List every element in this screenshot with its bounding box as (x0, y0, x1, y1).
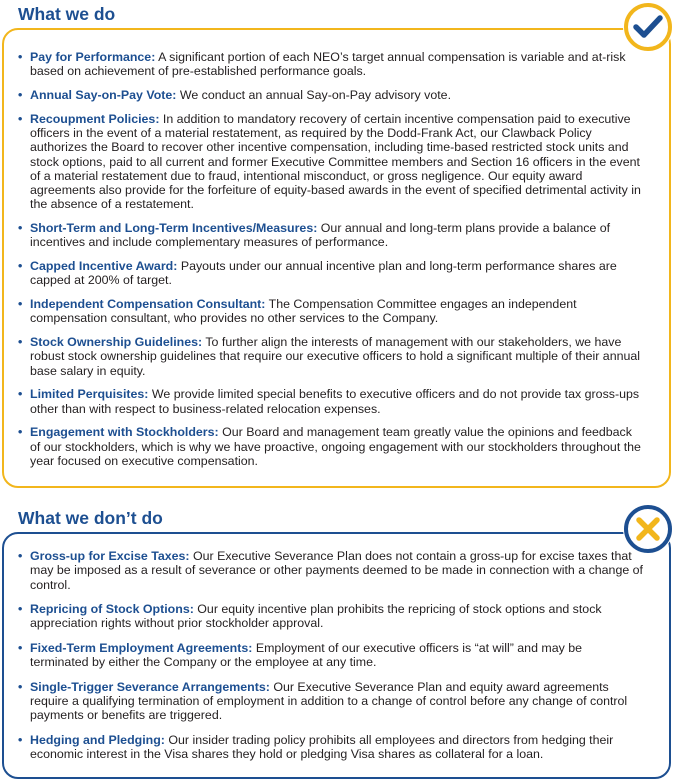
checkmark-icon (623, 2, 673, 52)
list-item (18, 549, 643, 592)
x-mark-icon (623, 504, 673, 554)
item-text: Payouts under our annual incentive plan and long-term performance shares are capped at 200% of target. (30, 259, 617, 288)
item-text: Our annual and long-term plans provide a balance of incentives and include complementary measures of performance. (30, 221, 611, 250)
what-we-dont-do-section (0, 502, 673, 781)
list-item (18, 425, 643, 468)
item-label: Capped Incentive Award: (30, 259, 178, 274)
list-item (18, 221, 643, 250)
list-item (18, 680, 643, 723)
list-item (18, 602, 643, 631)
item-text: Our Executive Severance Plan does not contain a gross-up for excise taxes that may be imposed as a result of severance or other payments deemed to be made in connection with a change of control. (30, 549, 644, 592)
what-we-do-list (18, 50, 643, 478)
list-item (18, 259, 643, 288)
what-we-do-title: What we do (18, 4, 116, 24)
item-label: Stock Ownership Guidelines: (30, 335, 203, 350)
list-item (18, 733, 643, 762)
list-item (18, 297, 643, 326)
item-text: Our Executive Severance Plan and equity award agreements require a qualifying termination of employment in addition to a change of control before any change of control payments or benefits are triggered. (30, 679, 628, 723)
what-we-dont-do-list (18, 549, 643, 772)
item-text: A significant portion of each NEO’s target annual compensation is variable and at-risk based on achievement of pre-established performance goals. (30, 50, 626, 79)
item-label: Single-Trigger Severance Arrangements: (30, 679, 270, 694)
item-label: Independent Compensation Consultant: (30, 297, 266, 312)
list-item (18, 88, 643, 102)
item-text: To further align the interests of management with our stakeholders, we have robust stock ownership guidelines that require our executive officers to hold a significant multiple of their annual base salary in equity. (30, 335, 641, 378)
item-text: Our equity incentive plan prohibits the repricing of stock options and stock appreciation rights without prior stockholder approval. (30, 602, 602, 631)
item-label: Repricing of Stock Options: (30, 602, 194, 617)
list-item (18, 50, 643, 79)
item-text: We conduct an annual Say-on-Pay advisory vote. (179, 87, 452, 102)
item-label: Gross-up for Excise Taxes: (30, 549, 190, 563)
what-we-dont-do-title: What we don’t do (18, 508, 163, 528)
item-label: Limited Perquisites: (30, 387, 149, 402)
item-label: Annual Say-on-Pay Vote: (30, 87, 177, 102)
item-text: The Compensation Committee engages an independent compensation consultant, who provides no other services to the Company. (30, 297, 577, 326)
item-label: Short-Term and Long-Term Incentives/Measures: (30, 221, 318, 236)
item-text: We provide limited special benefits to executive officers and do not provide tax gross-ups other than with respect to business-related relocation expenses. (30, 387, 640, 416)
item-text: Our insider trading policy prohibits all employees and directors from hedging their economic interest in the Visa shares they hold or pledging Visa shares as collateral for a loan. (30, 732, 614, 762)
item-label: Pay for Performance: (30, 50, 156, 64)
list-item (18, 387, 643, 416)
item-label: Hedging and Pledging: (30, 732, 165, 747)
item-text: Employment of our executive officers is “at will” and may be terminated by either the Company or the employee at any time. (30, 640, 583, 670)
item-label: Engagement with Stockholders: (30, 425, 219, 440)
item-text: In addition to mandatory recovery of certain incentive compensation paid to executive officers in the event of a material restatement, as required by the Dodd-Frank Act, our Clawback Policy authorizes the Board to recover other incentive compensation, including time-based restricted stock units and stock options, paid to all current and former Executive Committee members and Section 16 officers in the event of a material restatement due to fraud, intentional misconduct, or gross negligence. Our equity award agreements also provide for the forfeiture of equity-based awards in the event of specified detrimental activity in the absence of a restatement. (30, 111, 641, 212)
item-text: Our Board and management team greatly value the opinions and feedback of our stockholders, which is why we have proactive, ongoing engagement with our stockholders throughout the year focused on executive compensation. (30, 425, 641, 468)
item-label: Fixed-Term Employment Agreements: (30, 640, 253, 655)
item-label: Recoupment Policies: (30, 111, 160, 126)
list-item (18, 335, 643, 378)
list-item (18, 112, 643, 212)
list-item (18, 641, 643, 670)
